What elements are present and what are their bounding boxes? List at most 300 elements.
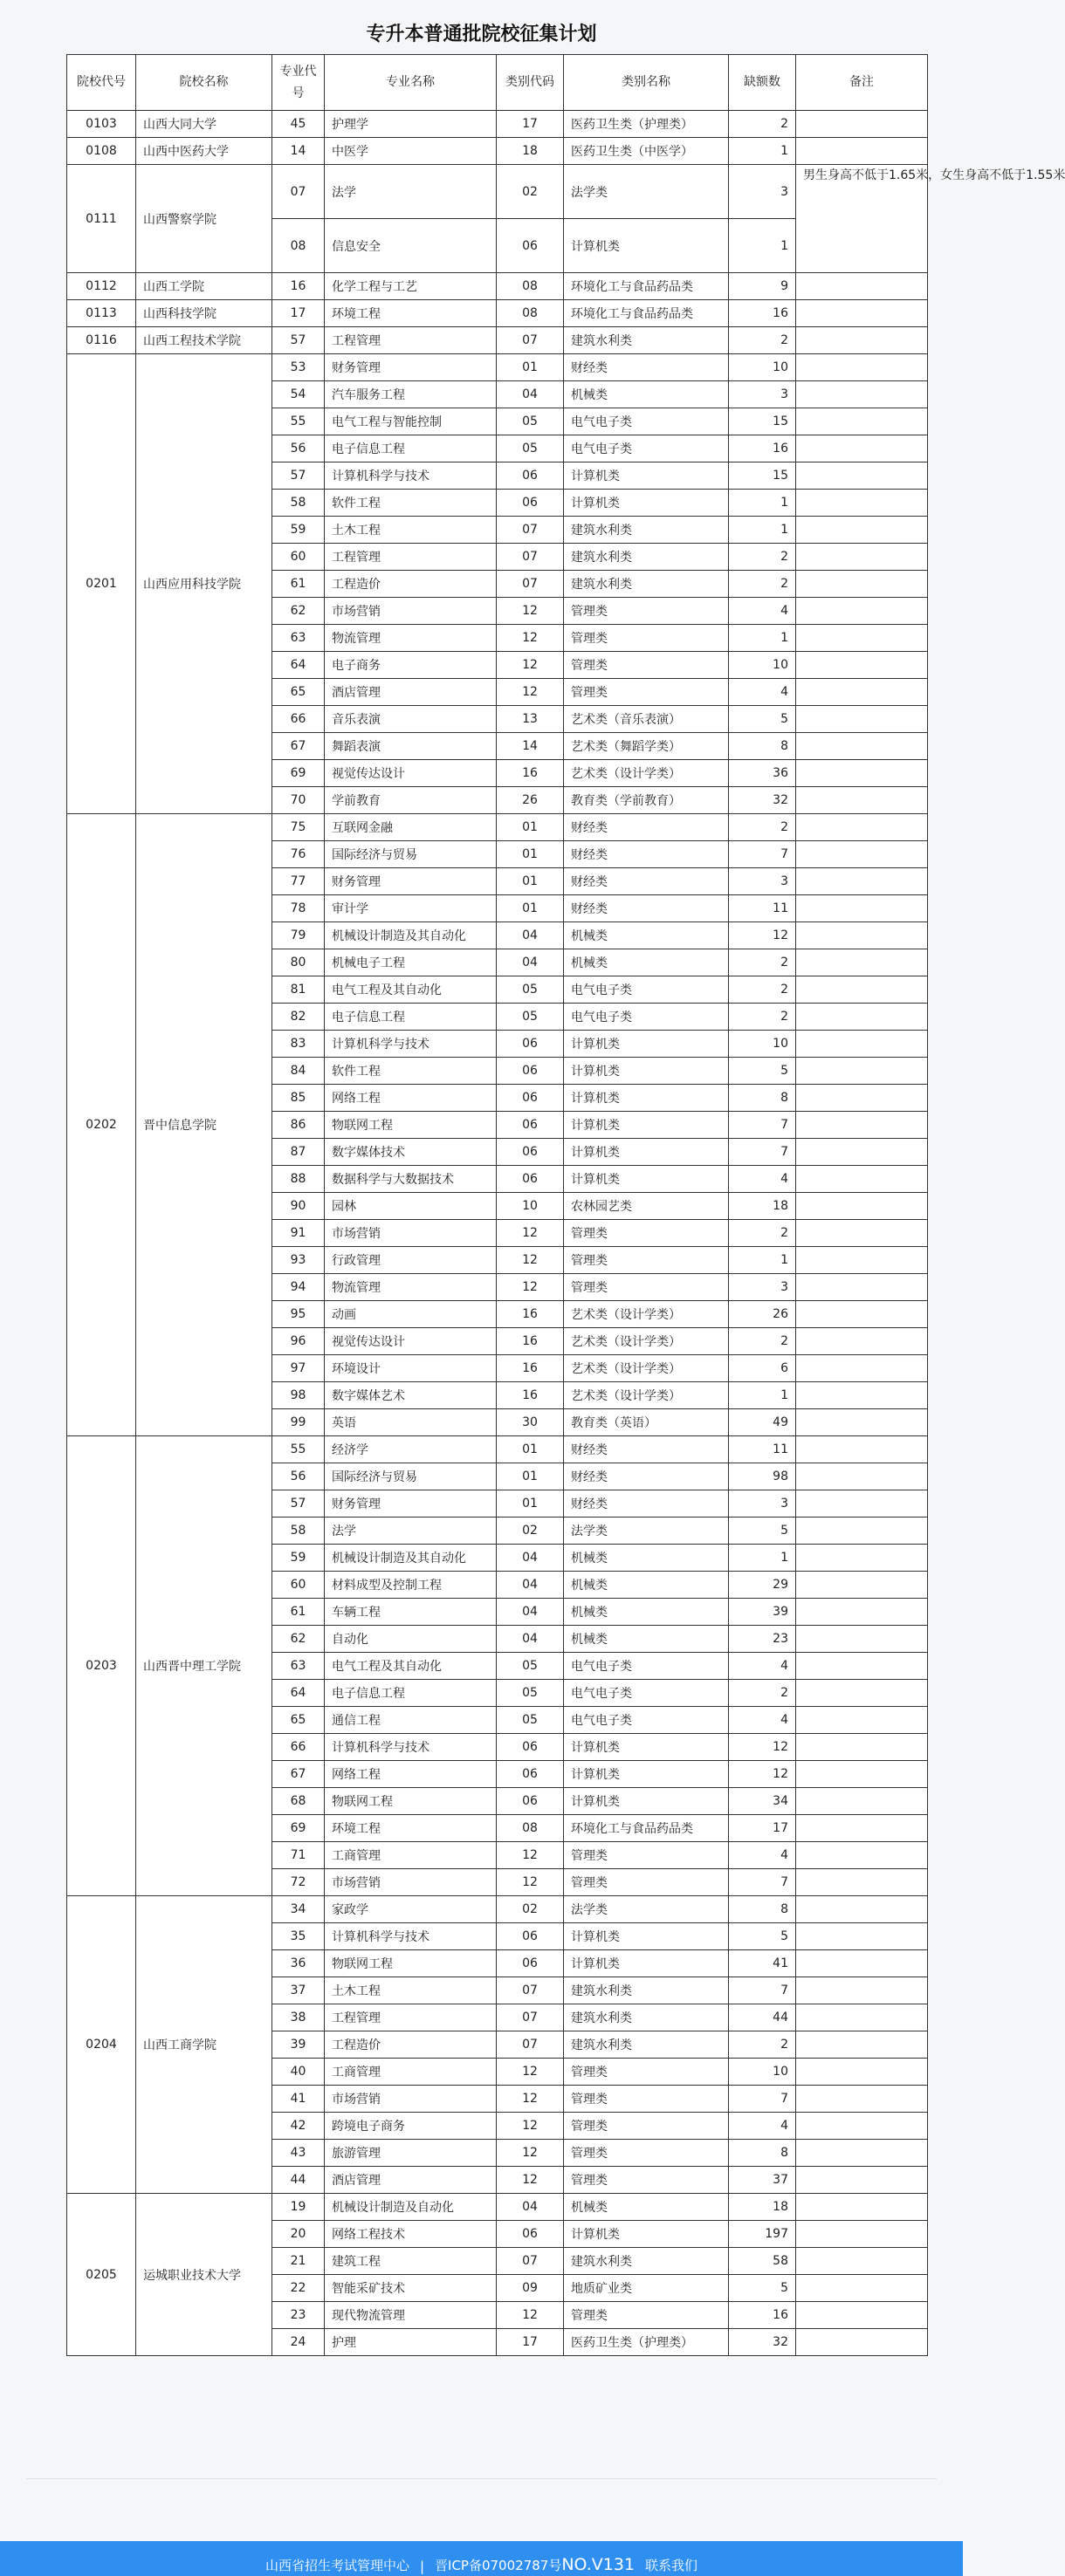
category-code-cell: 01 xyxy=(497,895,564,922)
remarks-cell xyxy=(796,598,928,625)
remarks-cell xyxy=(796,1112,928,1139)
remarks-cell xyxy=(796,1436,928,1463)
vacancy-cell: 18 xyxy=(729,2194,796,2221)
vacancy-cell: 37 xyxy=(729,2167,796,2194)
major-name-cell: 土木工程 xyxy=(325,1977,497,2004)
major-name-cell: 护理 xyxy=(325,2329,497,2356)
category-code-cell: 06 xyxy=(497,1139,564,1166)
school-name-cell: 山西晋中理工学院 xyxy=(136,1436,272,1896)
category-code-cell: 05 xyxy=(497,1707,564,1734)
category-code-cell: 05 xyxy=(497,435,564,462)
category-code-cell: 12 xyxy=(497,652,564,679)
major-name-cell: 酒店管理 xyxy=(325,2167,497,2194)
school-code-cell: 0201 xyxy=(67,354,136,814)
category-name-cell: 建筑水利类 xyxy=(564,517,729,544)
remarks-cell xyxy=(796,462,928,490)
category-code-cell: 12 xyxy=(497,2086,564,2113)
vacancy-cell: 16 xyxy=(729,435,796,462)
category-name-cell: 财经类 xyxy=(564,868,729,895)
major-name-cell: 网络工程 xyxy=(325,1085,497,1112)
category-code-cell: 12 xyxy=(497,1869,564,1896)
category-name-cell: 教育类（学前教育） xyxy=(564,787,729,814)
major-code-cell: 58 xyxy=(272,490,325,517)
school-code-cell: 0111 xyxy=(67,165,136,273)
vacancy-cell: 1 xyxy=(729,1247,796,1274)
major-name-cell: 互联网金融 xyxy=(325,814,497,841)
vacancy-cell: 2 xyxy=(729,571,796,598)
category-name-cell: 管理类 xyxy=(564,2086,729,2113)
remarks-cell xyxy=(796,1490,928,1518)
remarks-cell xyxy=(796,1788,928,1815)
school-name-cell: 山西中医药大学 xyxy=(136,138,272,165)
category-code-cell: 06 xyxy=(497,219,564,273)
major-code-cell: 23 xyxy=(272,2302,325,2329)
remarks-cell xyxy=(796,1653,928,1680)
category-name-cell: 法学类 xyxy=(564,1896,729,1923)
footer-contact-link[interactable]: 联系我们 xyxy=(645,2558,698,2573)
header-major-code: 专业代号 xyxy=(272,55,325,111)
category-name-cell: 医药卫生类（护理类） xyxy=(564,2329,729,2356)
major-name-cell: 建筑工程 xyxy=(325,2248,497,2275)
remarks-cell xyxy=(796,327,928,354)
major-name-cell: 电子信息工程 xyxy=(325,435,497,462)
major-name-cell: 汽车服务工程 xyxy=(325,381,497,408)
footer-icp-link[interactable]: 晋ICP备07002787号 xyxy=(435,2558,562,2573)
major-code-cell: 24 xyxy=(272,2329,325,2356)
major-code-cell: 56 xyxy=(272,435,325,462)
remarks-cell xyxy=(796,1166,928,1193)
category-code-cell: 07 xyxy=(497,571,564,598)
major-name-cell: 现代物流管理 xyxy=(325,2302,497,2329)
major-name-cell: 市场营销 xyxy=(325,1869,497,1896)
category-code-cell: 01 xyxy=(497,1436,564,1463)
major-code-cell: 34 xyxy=(272,1896,325,1923)
major-code-cell: 64 xyxy=(272,652,325,679)
major-name-cell: 财务管理 xyxy=(325,1490,497,1518)
major-name-cell: 工商管理 xyxy=(325,2059,497,2086)
table-header-row xyxy=(67,55,928,111)
category-name-cell: 管理类 xyxy=(564,1274,729,1301)
school-name-cell: 山西工程技术学院 xyxy=(136,327,272,354)
category-code-cell: 12 xyxy=(497,598,564,625)
category-code-cell: 08 xyxy=(497,273,564,300)
category-name-cell: 计算机类 xyxy=(564,1734,729,1761)
major-name-cell: 学前教育 xyxy=(325,787,497,814)
major-code-cell: 90 xyxy=(272,1193,325,1220)
remarks-cell xyxy=(796,2302,928,2329)
major-code-cell: 78 xyxy=(272,895,325,922)
category-name-cell: 机械类 xyxy=(564,1545,729,1572)
major-name-cell: 电子商务 xyxy=(325,652,497,679)
major-code-cell: 69 xyxy=(272,760,325,787)
major-code-cell: 99 xyxy=(272,1409,325,1436)
major-code-cell: 83 xyxy=(272,1031,325,1058)
vacancy-cell: 16 xyxy=(729,2302,796,2329)
category-code-cell: 12 xyxy=(497,1842,564,1869)
category-code-cell: 05 xyxy=(497,1004,564,1031)
school-code-cell: 0112 xyxy=(67,273,136,300)
major-code-cell: 80 xyxy=(272,949,325,976)
remarks-cell xyxy=(796,1626,928,1653)
remarks-cell xyxy=(796,949,928,976)
category-code-cell: 06 xyxy=(497,462,564,490)
vacancy-cell: 3 xyxy=(729,381,796,408)
category-code-cell: 12 xyxy=(497,2302,564,2329)
major-code-cell: 69 xyxy=(272,1815,325,1842)
school-name-cell: 山西科技学院 xyxy=(136,300,272,327)
major-name-cell: 英语 xyxy=(325,1409,497,1436)
category-name-cell: 艺术类（舞蹈学类） xyxy=(564,733,729,760)
school-code-cell: 0205 xyxy=(67,2194,136,2356)
major-name-cell: 电气工程与智能控制 xyxy=(325,408,497,435)
remarks-cell xyxy=(796,408,928,435)
major-code-cell: 81 xyxy=(272,976,325,1004)
table-row xyxy=(67,1896,928,1923)
category-code-cell: 16 xyxy=(497,1301,564,1328)
major-code-cell: 60 xyxy=(272,1572,325,1599)
vacancy-cell: 4 xyxy=(729,1166,796,1193)
category-name-cell: 财经类 xyxy=(564,354,729,381)
category-name-cell: 计算机类 xyxy=(564,219,729,273)
category-code-cell: 01 xyxy=(497,841,564,868)
remarks-cell xyxy=(796,1761,928,1788)
major-name-cell: 财务管理 xyxy=(325,354,497,381)
category-code-cell: 04 xyxy=(497,2194,564,2221)
major-name-cell: 机械设计制造及自动化 xyxy=(325,2194,497,2221)
remarks-cell xyxy=(796,1923,928,1950)
remarks-cell xyxy=(796,1572,928,1599)
remarks-cell xyxy=(796,1274,928,1301)
major-name-cell: 跨境电子商务 xyxy=(325,2113,497,2140)
vacancy-cell: 2 xyxy=(729,1328,796,1355)
category-code-cell: 05 xyxy=(497,1653,564,1680)
category-name-cell: 环境化工与食品药品类 xyxy=(564,300,729,327)
category-name-cell: 计算机类 xyxy=(564,2221,729,2248)
school-name-cell: 山西大同大学 xyxy=(136,111,272,138)
category-code-cell: 04 xyxy=(497,1572,564,1599)
remarks-cell xyxy=(796,273,928,300)
major-name-cell: 舞蹈表演 xyxy=(325,733,497,760)
major-name-cell: 物流管理 xyxy=(325,1274,497,1301)
major-code-cell: 36 xyxy=(272,1950,325,1977)
remarks-cell xyxy=(796,706,928,733)
major-name-cell: 数字媒体技术 xyxy=(325,1139,497,1166)
header-vacancy: 缺额数 xyxy=(729,55,796,111)
page-content xyxy=(26,0,1065,2513)
major-name-cell: 计算机科学与技术 xyxy=(325,1734,497,1761)
remarks-cell xyxy=(796,1247,928,1274)
category-code-cell: 06 xyxy=(497,1166,564,1193)
footer-org: 山西省招生考试管理中心 xyxy=(265,2558,409,2573)
header-school-code: 院校代号 xyxy=(67,55,136,111)
remarks-cell xyxy=(796,1382,928,1409)
category-code-cell: 06 xyxy=(497,1950,564,1977)
remarks-cell xyxy=(796,814,928,841)
major-code-cell: 79 xyxy=(272,922,325,949)
remarks-cell xyxy=(796,138,928,165)
vacancy-cell: 11 xyxy=(729,895,796,922)
category-code-cell: 01 xyxy=(497,1463,564,1490)
vacancy-cell: 3 xyxy=(729,165,796,219)
major-name-cell: 工程管理 xyxy=(325,327,497,354)
category-name-cell: 计算机类 xyxy=(564,1139,729,1166)
vacancy-cell: 12 xyxy=(729,1734,796,1761)
remarks-cell xyxy=(796,2329,928,2356)
remarks-cell xyxy=(796,1328,928,1355)
major-name-cell: 环境工程 xyxy=(325,300,497,327)
vacancy-cell: 3 xyxy=(729,1274,796,1301)
major-code-cell: 44 xyxy=(272,2167,325,2194)
remarks-cell xyxy=(796,544,928,571)
category-name-cell: 环境化工与食品药品类 xyxy=(564,273,729,300)
table-row xyxy=(67,138,928,165)
vacancy-cell: 2 xyxy=(729,976,796,1004)
category-name-cell: 艺术类（设计学类） xyxy=(564,1355,729,1382)
major-name-cell: 计算机科学与技术 xyxy=(325,462,497,490)
vacancy-cell: 2 xyxy=(729,1220,796,1247)
category-name-cell: 管理类 xyxy=(564,598,729,625)
category-name-cell: 艺术类（设计学类） xyxy=(564,1382,729,1409)
category-name-cell: 管理类 xyxy=(564,625,729,652)
footer-version-link[interactable]: NO.V131 xyxy=(561,2555,636,2574)
category-code-cell: 10 xyxy=(497,1193,564,1220)
vacancy-cell: 15 xyxy=(729,408,796,435)
category-name-cell: 医药卫生类（中医学） xyxy=(564,138,729,165)
major-name-cell: 行政管理 xyxy=(325,1247,497,1274)
category-code-cell: 02 xyxy=(497,1896,564,1923)
major-code-cell: 96 xyxy=(272,1328,325,1355)
major-name-cell: 计算机科学与技术 xyxy=(325,1923,497,1950)
remarks-cell xyxy=(796,300,928,327)
remarks-cell xyxy=(796,2086,928,2113)
remarks-cell xyxy=(796,1409,928,1436)
category-name-cell: 管理类 xyxy=(564,2167,729,2194)
major-name-cell: 信息安全 xyxy=(325,219,497,273)
vacancy-cell: 2 xyxy=(729,1004,796,1031)
major-name-cell: 车辆工程 xyxy=(325,1599,497,1626)
remarks-cell xyxy=(796,1977,928,2004)
major-name-cell: 市场营销 xyxy=(325,1220,497,1247)
category-code-cell: 07 xyxy=(497,2248,564,2275)
category-code-cell: 01 xyxy=(497,868,564,895)
vacancy-cell: 1 xyxy=(729,138,796,165)
vacancy-cell: 2 xyxy=(729,2031,796,2059)
category-name-cell: 建筑水利类 xyxy=(564,2248,729,2275)
category-name-cell: 计算机类 xyxy=(564,462,729,490)
major-name-cell: 机械电子工程 xyxy=(325,949,497,976)
vacancy-cell: 2 xyxy=(729,814,796,841)
major-name-cell: 国际经济与贸易 xyxy=(325,1463,497,1490)
enrollment-plan-table xyxy=(66,54,1065,2356)
major-name-cell: 酒店管理 xyxy=(325,679,497,706)
vacancy-cell: 3 xyxy=(729,868,796,895)
category-name-cell: 计算机类 xyxy=(564,1112,729,1139)
remarks-cell xyxy=(796,787,928,814)
major-name-cell: 法学 xyxy=(325,165,497,219)
remarks-cell xyxy=(796,2004,928,2031)
remarks-cell xyxy=(796,1518,928,1545)
major-name-cell: 工商管理 xyxy=(325,1842,497,1869)
major-code-cell: 58 xyxy=(272,1518,325,1545)
category-code-cell: 04 xyxy=(497,1599,564,1626)
vacancy-cell: 1 xyxy=(729,1545,796,1572)
vacancy-cell: 10 xyxy=(729,652,796,679)
remarks-cell xyxy=(796,2167,928,2194)
remarks-cell xyxy=(796,679,928,706)
major-code-cell: 55 xyxy=(272,1436,325,1463)
remarks-cell xyxy=(796,1950,928,1977)
remarks-cell xyxy=(796,490,928,517)
remarks-cell xyxy=(796,1842,928,1869)
category-name-cell: 管理类 xyxy=(564,2140,729,2167)
remarks-cell xyxy=(796,652,928,679)
major-name-cell: 物联网工程 xyxy=(325,1950,497,1977)
school-code-cell: 0202 xyxy=(67,814,136,1436)
category-code-cell: 06 xyxy=(497,1788,564,1815)
table-row xyxy=(67,273,928,300)
major-name-cell: 网络工程 xyxy=(325,1761,497,1788)
vacancy-cell: 7 xyxy=(729,1869,796,1896)
remarks-cell xyxy=(796,733,928,760)
major-code-cell: 76 xyxy=(272,841,325,868)
category-name-cell: 电气电子类 xyxy=(564,1680,729,1707)
category-code-cell: 12 xyxy=(497,2113,564,2140)
remarks-cell xyxy=(796,2248,928,2275)
vacancy-cell: 4 xyxy=(729,1842,796,1869)
vacancy-cell: 2 xyxy=(729,111,796,138)
major-code-cell: 38 xyxy=(272,2004,325,2031)
category-code-cell: 16 xyxy=(497,1328,564,1355)
major-code-cell: 56 xyxy=(272,1463,325,1490)
major-code-cell: 42 xyxy=(272,2113,325,2140)
vacancy-cell: 7 xyxy=(729,1139,796,1166)
school-code-cell: 0204 xyxy=(67,1896,136,2194)
vacancy-cell: 34 xyxy=(729,1788,796,1815)
category-name-cell: 电气电子类 xyxy=(564,976,729,1004)
category-code-cell: 16 xyxy=(497,1382,564,1409)
category-code-cell: 08 xyxy=(497,1815,564,1842)
category-name-cell: 机械类 xyxy=(564,1626,729,1653)
major-name-cell: 数字媒体艺术 xyxy=(325,1382,497,1409)
header-major-name: 专业名称 xyxy=(325,55,497,111)
category-code-cell: 12 xyxy=(497,2140,564,2167)
major-code-cell: 14 xyxy=(272,138,325,165)
category-name-cell: 建筑水利类 xyxy=(564,327,729,354)
major-name-cell: 环境设计 xyxy=(325,1355,497,1382)
major-code-cell: 97 xyxy=(272,1355,325,1382)
category-code-cell: 12 xyxy=(497,2167,564,2194)
remarks-cell xyxy=(796,1004,928,1031)
major-name-cell: 电子信息工程 xyxy=(325,1680,497,1707)
vacancy-cell: 49 xyxy=(729,1409,796,1436)
category-code-cell: 07 xyxy=(497,517,564,544)
vacancy-cell: 2 xyxy=(729,327,796,354)
header-remarks: 备注 xyxy=(796,55,928,111)
category-code-cell: 06 xyxy=(497,490,564,517)
remarks-cell xyxy=(796,2275,928,2302)
major-code-cell: 53 xyxy=(272,354,325,381)
category-name-cell: 建筑水利类 xyxy=(564,571,729,598)
category-name-cell: 财经类 xyxy=(564,895,729,922)
school-code-cell: 0113 xyxy=(67,300,136,327)
vacancy-cell: 41 xyxy=(729,1950,796,1977)
vacancy-cell: 32 xyxy=(729,787,796,814)
remarks-cell xyxy=(796,354,928,381)
category-code-cell: 07 xyxy=(497,2004,564,2031)
category-code-cell: 13 xyxy=(497,706,564,733)
major-code-cell: 95 xyxy=(272,1301,325,1328)
vacancy-cell: 98 xyxy=(729,1463,796,1490)
major-name-cell: 自动化 xyxy=(325,1626,497,1653)
major-name-cell: 计算机科学与技术 xyxy=(325,1031,497,1058)
vacancy-cell: 26 xyxy=(729,1301,796,1328)
major-code-cell: 45 xyxy=(272,111,325,138)
vacancy-cell: 7 xyxy=(729,1977,796,2004)
major-code-cell: 40 xyxy=(272,2059,325,2086)
category-code-cell: 04 xyxy=(497,949,564,976)
vacancy-cell: 8 xyxy=(729,1896,796,1923)
category-name-cell: 计算机类 xyxy=(564,1923,729,1950)
category-code-cell: 12 xyxy=(497,1220,564,1247)
major-name-cell: 市场营销 xyxy=(325,598,497,625)
major-code-cell: 67 xyxy=(272,733,325,760)
major-name-cell: 工程管理 xyxy=(325,2004,497,2031)
remarks-cell xyxy=(796,2221,928,2248)
category-name-cell: 法学类 xyxy=(564,165,729,219)
major-name-cell: 中医学 xyxy=(325,138,497,165)
category-code-cell: 06 xyxy=(497,1085,564,1112)
major-name-cell: 环境工程 xyxy=(325,1815,497,1842)
major-name-cell: 物联网工程 xyxy=(325,1788,497,1815)
vacancy-cell: 1 xyxy=(729,490,796,517)
major-code-cell: 61 xyxy=(272,571,325,598)
category-name-cell: 计算机类 xyxy=(564,1085,729,1112)
major-name-cell: 软件工程 xyxy=(325,490,497,517)
category-name-cell: 医药卫生类（护理类） xyxy=(564,111,729,138)
major-name-cell: 音乐表演 xyxy=(325,706,497,733)
table-row xyxy=(67,300,928,327)
remarks-cell xyxy=(796,760,928,787)
remarks-cell xyxy=(796,2113,928,2140)
category-code-cell: 16 xyxy=(497,1355,564,1382)
major-code-cell: 84 xyxy=(272,1058,325,1085)
major-name-cell: 电子信息工程 xyxy=(325,1004,497,1031)
table-row xyxy=(67,165,928,219)
major-code-cell: 63 xyxy=(272,625,325,652)
category-name-cell: 计算机类 xyxy=(564,490,729,517)
remarks-cell xyxy=(796,1815,928,1842)
school-name-cell: 山西工商学院 xyxy=(136,1896,272,2194)
category-code-cell: 06 xyxy=(497,1031,564,1058)
category-code-cell: 30 xyxy=(497,1409,564,1436)
category-name-cell: 电气电子类 xyxy=(564,1004,729,1031)
vacancy-cell: 17 xyxy=(729,1815,796,1842)
major-code-cell: 82 xyxy=(272,1004,325,1031)
vacancy-cell: 11 xyxy=(729,1436,796,1463)
vacancy-cell: 1 xyxy=(729,625,796,652)
major-code-cell: 08 xyxy=(272,219,325,273)
remarks-cell xyxy=(796,1031,928,1058)
category-code-cell: 09 xyxy=(497,2275,564,2302)
major-code-cell: 67 xyxy=(272,1761,325,1788)
remarks-cell xyxy=(796,922,928,949)
category-code-cell: 06 xyxy=(497,1734,564,1761)
major-name-cell: 网络工程技术 xyxy=(325,2221,497,2248)
major-code-cell: 65 xyxy=(272,1707,325,1734)
major-name-cell: 护理学 xyxy=(325,111,497,138)
category-name-cell: 财经类 xyxy=(564,1436,729,1463)
vacancy-cell: 15 xyxy=(729,462,796,490)
